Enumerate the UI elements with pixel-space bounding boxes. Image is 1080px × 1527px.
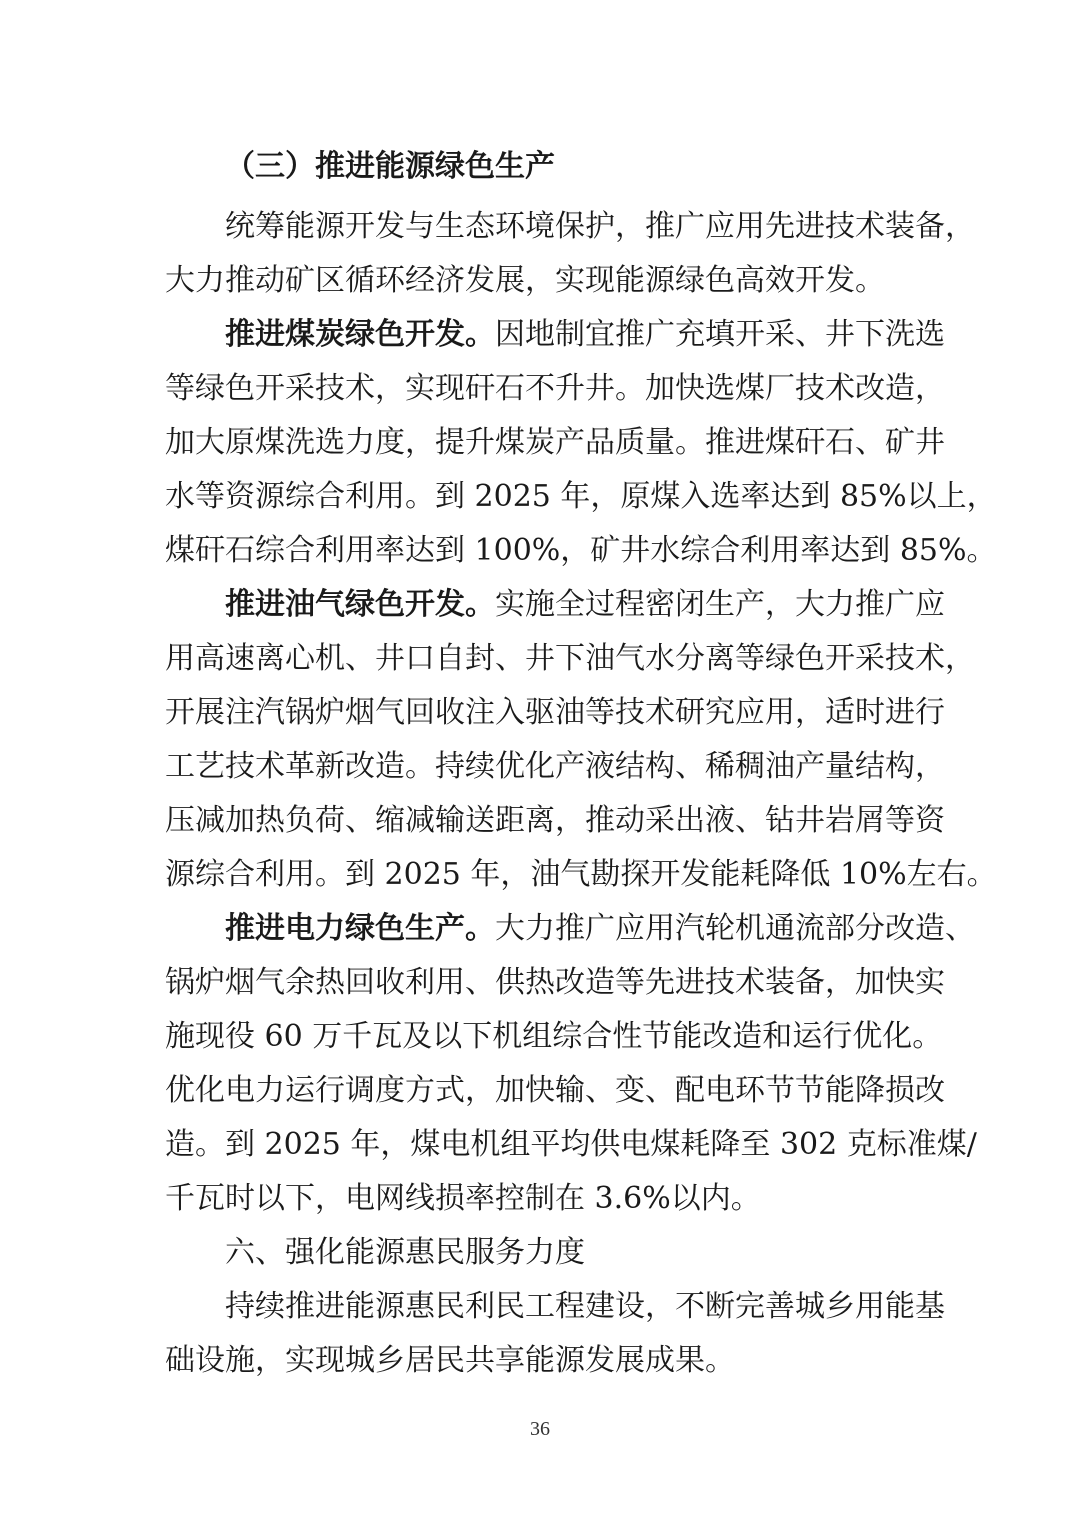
intro-line-2: 大力推动矿区循环经济发展，实现能源绿色高效开发。: [165, 263, 885, 298]
power-line-6: 千瓦时以下，电网线损率控制在 3.6%以内。: [165, 1181, 761, 1216]
chapter-heading: 六、强化能源惠民服务力度: [225, 1235, 585, 1270]
oil-gas-line-3: 开展注汽锅炉烟气回收注入驱油等技术研究应用，适时进行: [165, 695, 945, 730]
power-first-rest: 大力推广应用汽轮机通流部分改造、: [495, 911, 975, 946]
power-line-5: 造。到 2025 年，煤电机组平均供电煤耗降至 302 克标准煤/: [165, 1127, 977, 1162]
oil-gas-first-rest: 实施全过程密闭生产，大力推广应: [495, 587, 945, 622]
coal-lead: 推进煤炭绿色开发。: [225, 317, 495, 352]
oil-gas-line-2: 用高速离心机、井口自封、井下油气水分离等绿色开采技术，: [165, 641, 975, 676]
oil-gas-line-4: 工艺技术革新改造。持续优化产液结构、稀稠油产量结构，: [165, 749, 945, 784]
oil-gas-lead: 推进油气绿色开发。: [225, 587, 495, 622]
chapter-intro-line-2: 础设施，实现城乡居民共享能源发展成果。: [165, 1343, 735, 1378]
coal-paragraph-first-line: [165, 308, 945, 362]
power-line-4: 优化电力运行调度方式，加快输、变、配电环节节能降损改: [165, 1073, 945, 1108]
coal-line-3: 加大原煤洗选力度，提升煤炭产品质量。推进煤矸石、矿井: [165, 425, 945, 460]
oil-gas-line-5: 压减加热负荷、缩减输送距离，推动采出液、钻井岩屑等资: [165, 803, 945, 838]
coal-first-rest: 因地制宜推广充填开采、井下洗选: [495, 317, 945, 352]
page-number: 36: [530, 1418, 550, 1440]
section-heading: （三）推进能源绿色生产: [225, 149, 555, 184]
coal-line-4: 水等资源综合利用。到 2025 年，原煤入选率达到 85%以上，: [165, 479, 997, 514]
power-line-3: 施现役 60 万千瓦及以下机组综合性节能改造和运行优化。: [165, 1019, 943, 1054]
oil-gas-line-6: 源综合利用。到 2025 年，油气勘探开发能耗降低 10%左右。: [165, 857, 997, 892]
document-page: [165, 140, 997, 1388]
coal-line-5: 煤矸石综合利用率达到 100%，矿井水综合利用率达到 85%。: [165, 533, 997, 568]
power-paragraph-first-line: [165, 902, 975, 956]
power-line-2: 锅炉烟气余热回收利用、供热改造等先进技术装备，加快实: [165, 965, 945, 1000]
chapter-intro-line-1: 持续推进能源惠民利民工程建设，不断完善城乡用能基: [225, 1289, 945, 1324]
intro-line-1: 统筹能源开发与生态环境保护，推广应用先进技术装备，: [225, 209, 975, 244]
coal-line-2: 等绿色开采技术，实现矸石不升井。加快选煤厂技术改造，: [165, 371, 945, 406]
power-lead: 推进电力绿色生产。: [225, 911, 495, 946]
oil-gas-paragraph-first-line: [165, 578, 945, 632]
